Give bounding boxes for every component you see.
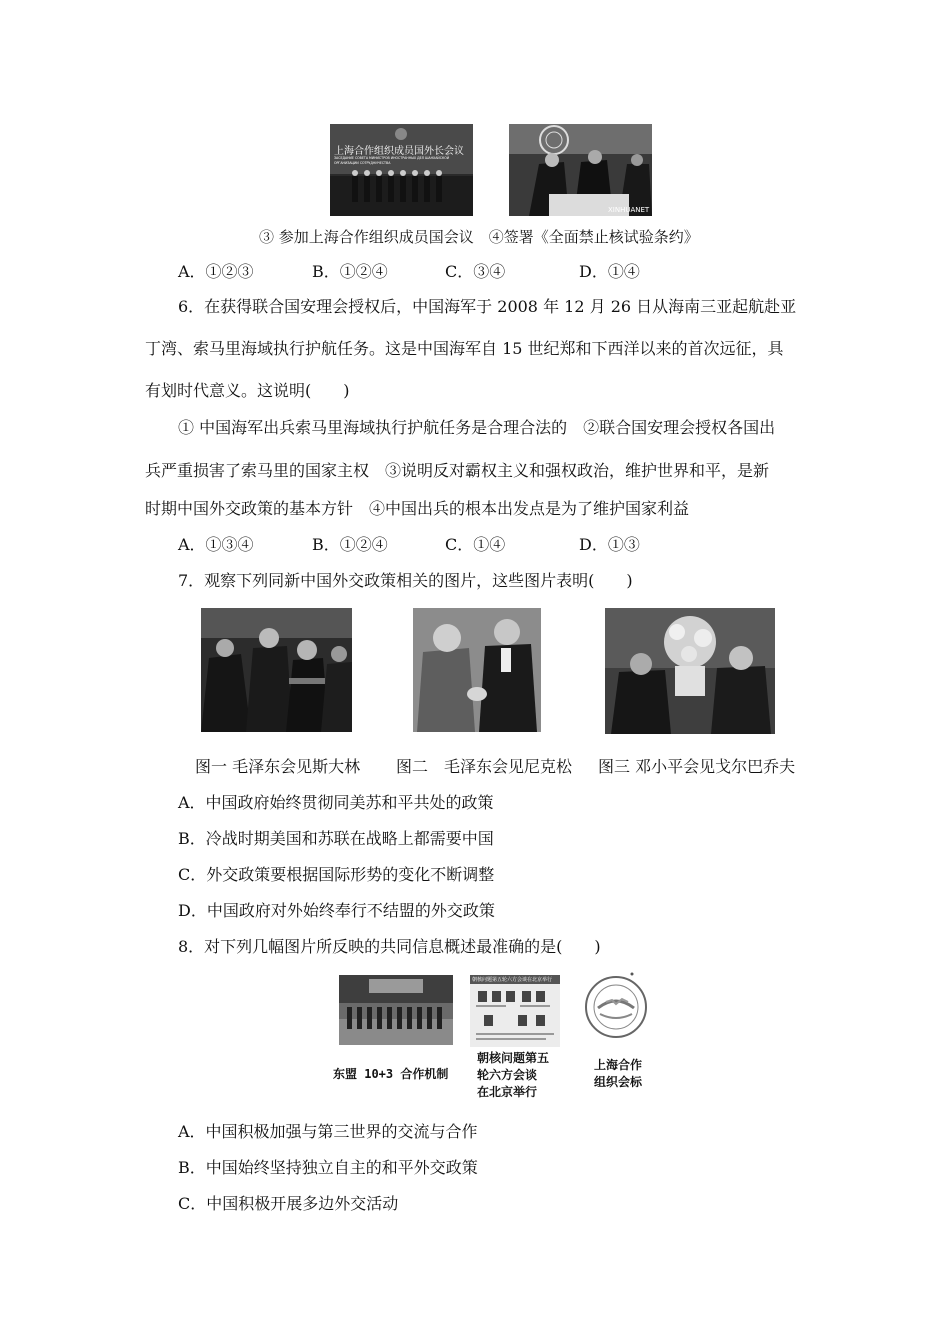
q8-option-b[interactable]: B．中国始终坚持独立自主的和平外交政策: [178, 1158, 478, 1177]
sco-ministers-meeting-photo: [330, 124, 473, 216]
sco-emblem: [582, 972, 650, 1038]
six-party-caption-line-2: 轮六方会谈: [477, 1068, 538, 1082]
mao-stalin-photo: [201, 608, 352, 732]
sco-emblem-caption-line-2: 组织会标: [594, 1075, 643, 1089]
sco-banner-text: 上海合作组织成员国外长会议: [334, 146, 464, 157]
q6-option-b[interactable]: B．①②④: [312, 535, 388, 554]
q7-option-d[interactable]: D．中国政府对外始终奉行不结盟的外交政策: [178, 901, 495, 920]
six-party-caption-line-3: 在北京举行: [477, 1085, 538, 1099]
six-party-talks-poster: [470, 975, 560, 1047]
q5-option-b[interactable]: B．①②④: [312, 262, 388, 281]
q6-option-a[interactable]: A．①③④: [178, 535, 254, 554]
asean-caption: 东盟 10+3 合作机制: [333, 1067, 449, 1081]
q5-option-d[interactable]: D．①④: [579, 262, 640, 281]
q7-stem: 7．观察下列同新中国外交政策相关的图片，这些图片表明( ): [178, 571, 633, 590]
q5-option-a[interactable]: A．①②③: [178, 262, 254, 281]
q5-option-c[interactable]: C．③④: [445, 262, 506, 281]
six-party-poster-title: 朝核问题第五轮六方会谈在北京举行: [472, 977, 553, 983]
q6-statements-line-3: 时期中国外交政策的基本方针 ④中国出兵的根本出发点是为了维护国家利益: [145, 499, 690, 518]
q8-stem: 8．对下列几幅图片所反映的共同信息概述最准确的是( ): [178, 937, 601, 956]
q6-statements-line-1: ① 中国海军出兵索马里海域执行护航任务是合理合法的 ②联合国安理会授权各国出: [178, 418, 776, 437]
q7-option-a[interactable]: A．中国政府始终贯彻同美苏和平共处的政策: [178, 793, 494, 812]
xinhuanet-watermark: XINHUANET: [608, 206, 650, 214]
asean-10-plus-3-photo: [339, 975, 453, 1045]
ctbt-signing-photo: [509, 124, 652, 216]
q6-stem-line-1: 6．在获得联合国安理会授权后，中国海军于 2008 年 12 月 26 日从海南三亚起航赴亚: [178, 297, 797, 316]
q7-option-b[interactable]: B．冷战时期美国和苏联在战略上都需要中国: [178, 829, 494, 848]
q8-option-a[interactable]: A．中国积极加强与第三世界的交流与合作: [178, 1122, 478, 1141]
q5-photo-caption: ③ 参加上海合作组织成员国会议 ④签署《全面禁止核试验条约》: [259, 228, 699, 246]
sco-emblem-caption-line-1: 上海合作: [594, 1058, 643, 1072]
q7-caption-fig1: 图一 毛泽东会见斯大林: [195, 757, 361, 776]
q6-statements-line-2: 兵严重损害了索马里的国家主权 ③说明反对霸权主义和强权政治，维护世界和平，是新: [145, 461, 770, 480]
q6-stem-line-2: 丁湾、索马里海域执行护航任务。这是中国海军自 15 世纪郑和下西洋以来的首次远征，具: [145, 339, 784, 358]
six-party-caption-line-1: 朝核问题第五: [477, 1051, 550, 1065]
q6-option-d[interactable]: D．①③: [579, 535, 640, 554]
mao-nixon-photo: [413, 608, 541, 732]
q8-option-c[interactable]: C．中国积极开展多边外交活动: [178, 1194, 399, 1213]
q7-caption-fig3: 图三 邓小平会见戈尔巴乔夫: [598, 757, 796, 776]
deng-gorbachev-photo: [605, 608, 775, 734]
sco-banner-subtext: ЗАСЕДАНИЕ СОВЕТА МИНИСТРОВ ИНОСТРАННЫХ ДЕЛ ШАНХАЙСКОЙ ОРГАНИЗАЦИИ СОТРУДНИЧЕСТВА: [334, 156, 450, 165]
q7-caption-fig2: 图二 毛泽东会见尼克松: [396, 757, 573, 776]
q6-stem-line-3: 有划时代意义。这说明( ): [145, 381, 350, 400]
q6-option-c[interactable]: C．①④: [445, 535, 506, 554]
q7-option-c[interactable]: C．外交政策要根据国际形势的变化不断调整: [178, 865, 495, 884]
